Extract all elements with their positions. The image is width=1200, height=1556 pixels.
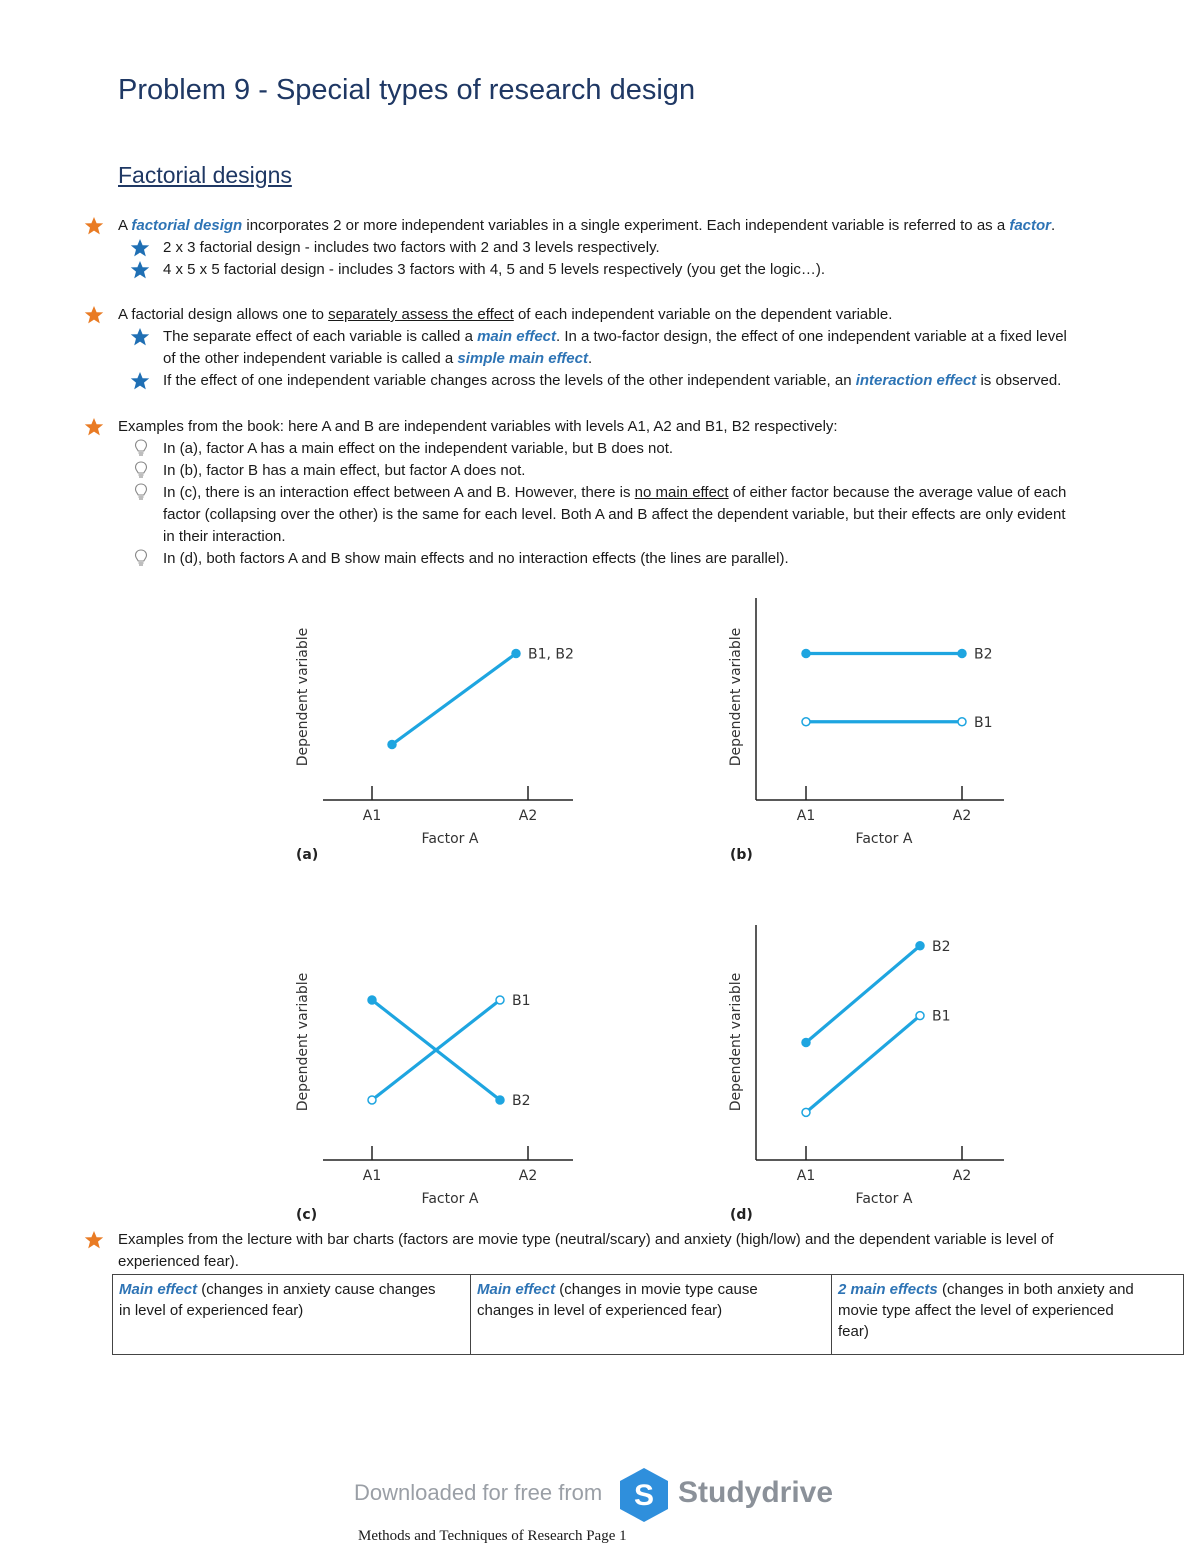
x-tick-label: A1 [796,1168,816,1184]
data-point [802,1039,810,1047]
x-axis-label: Factor A [855,831,913,847]
x-axis-label: Factor A [421,1191,479,1207]
bullet-interaction-effect: If the effect of one independent variable changes across the levels of the other independent variable, an interaction effect is observed. [163,372,1062,389]
bullet-4x5x5: 4 x 5 x 5 factorial design - includes 3 factors with 4, 5 and 5 levels respectively (you get the logic…). [163,261,825,278]
orange-star-icon [84,1230,104,1250]
x-tick-label: A2 [518,808,538,824]
data-point [958,650,966,658]
y-axis-label: Dependent variable [295,627,311,767]
series-label: B1 [512,993,531,1009]
paragraph-lecture-examples-cont: experienced fear). [118,1253,239,1270]
bullet-main-effect-cont: of the other independent variable is called a simple main effect. [163,350,593,367]
y-axis-label: Dependent variable [728,972,744,1112]
x-tick-label: A2 [952,1168,972,1184]
paragraph-book-examples: Examples from the book: here A and B are independent variables with levels A1, A2 and B1, B2 respectively: [118,418,838,435]
example-c-cont1: factor (collapsing over the other) is the same for each level. Both A and B affect the dependent variable, but their effects are only evident [163,506,1066,523]
table-cell: Main effect (changes in anxiety cause changes in level of experienced fear) [113,1275,471,1355]
data-point [368,1096,376,1104]
data-point [496,996,504,1004]
example-c: In (c), there is an interaction effect between A and B. However, there is no main effect of either factor because the average value of each [163,484,1067,501]
data-point [388,741,396,749]
example-d: In (d), both factors A and B show main effects and no interaction effects (the lines are parallel). [163,550,789,567]
series-label: B1, B2 [528,646,574,663]
example-a: In (a), factor A has a main effect on the independent variable, but B does not. [163,440,674,457]
series-label: B2 [932,938,951,955]
paragraph-lecture-examples: Examples from the lecture with bar charts (factors are movie type (neutral/scary) and anxiety (high/low) and the dependent variable is level of [118,1231,1054,1248]
data-point [958,718,966,726]
panel-caption: (c) [296,1207,318,1223]
panel-caption: (d) [730,1207,753,1223]
table-row [113,1275,1184,1355]
bullet-main-effect: The separate effect of each variable is called a main effect. In a two-factor design, the effect of one independent variable at a fixed level [163,328,1067,345]
series-label: B1 [932,1008,951,1025]
series-label: B1 [974,714,993,731]
y-axis-label: Dependent variable [295,972,311,1112]
data-point [916,942,924,950]
data-point [512,650,520,658]
example-c-cont2: in their interaction. [163,528,286,545]
svg-text:S: S [633,1479,655,1512]
data-point [496,1096,504,1104]
x-tick-label: A1 [796,808,816,824]
page-title: Problem 9 - Special types of research design [118,74,696,106]
data-point [802,1108,810,1116]
download-notice: Downloaded for free from [354,1480,603,1505]
series-line [392,654,516,745]
series-label: B2 [512,1093,531,1109]
x-tick-label: A1 [362,1168,382,1184]
studydrive-logo-icon [617,1466,671,1524]
y-axis-label: Dependent variable [728,627,744,767]
x-tick-label: A1 [362,808,382,824]
table-cell: Main effect (changes in movie type cause changes in level of experienced fear) [471,1275,832,1355]
x-axis-label: Factor A [855,1191,913,1207]
x-tick-label: A2 [518,1168,538,1184]
data-point [802,718,810,726]
data-point [368,996,376,1004]
panel-caption: (a) [296,847,319,863]
panel-caption: (b) [730,847,753,863]
series-line [806,946,920,1043]
example-b: In (b), factor B has a main effect, but factor A does not. [163,462,526,479]
x-tick-label: A2 [952,808,972,824]
studydrive-brand: Studydrive [678,1476,834,1509]
x-axis-label: Factor A [421,831,479,847]
effects-table [112,1274,1184,1355]
table-cell: 2 main effects (changes in both anxiety and movie type affect the level of experienced fear) [832,1275,1184,1355]
paragraph-separate-effects: A factorial design allows one to separately assess the effect of each independent variable on the dependent variable. [118,306,893,323]
series-line [806,1016,920,1113]
paragraph-factorial-design: A factorial design incorporates 2 or more independent variables in a single experiment. Each independent variable is referred to as a factor. [118,217,1056,234]
data-point [802,650,810,658]
bullet-2x3: 2 x 3 factorial design - includes two factors with 2 and 3 levels respectively. [163,239,660,256]
series-label: B2 [974,646,993,663]
page-footer: Methods and Techniques of Research Page 1 [358,1528,627,1544]
data-point [916,1012,924,1020]
section-heading: Factorial designs [118,162,292,188]
